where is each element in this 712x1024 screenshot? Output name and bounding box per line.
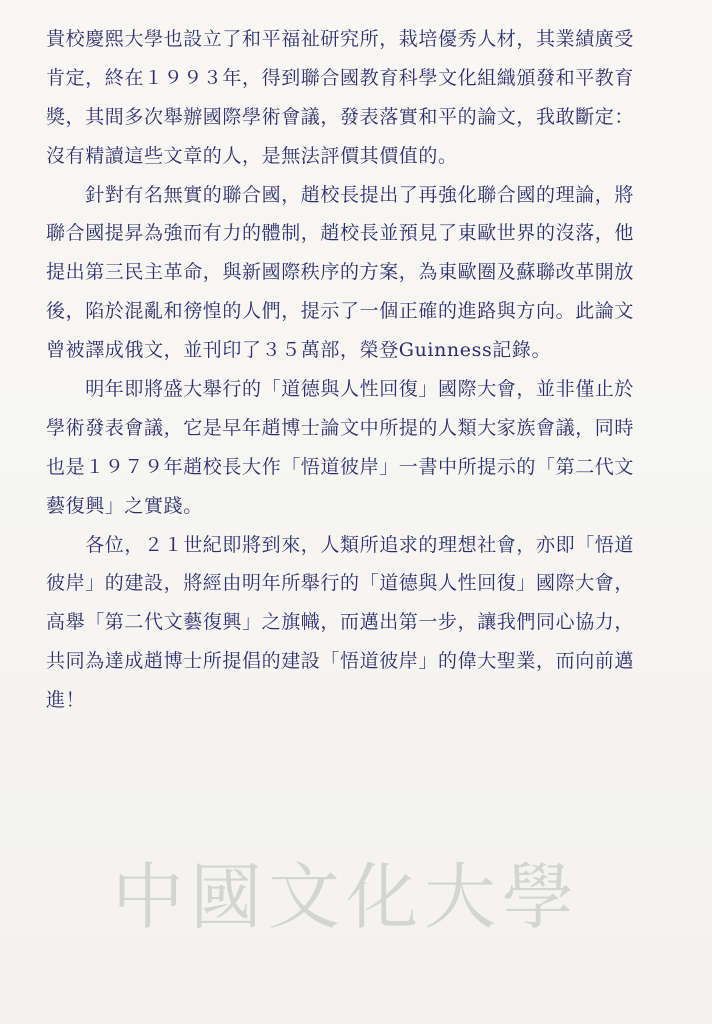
text-line-2: 肯定，終在１９９３年，得到聯合國教育科學文化組織頒發和平教育 — [46, 66, 635, 89]
text-line-13: 藝復興」之實踐。 — [46, 494, 203, 517]
text-line-11: 學術發表會議，它是早年趙博士論文中所提的人類大家族會議，同時 — [46, 416, 635, 439]
text-line-14: 各位，２１世紀即將到來，人類所追求的理想社會，亦即「悟道 — [46, 533, 635, 556]
text-line-10: 明年即將盛大舉行的「道德與人性回復」國際大會，並非僅止於 — [46, 378, 635, 401]
body-text — [46, 20, 676, 720]
text-line-1: 貴校慶熙大學也設立了和平福祉研究所，栽培優秀人材，其業績廣受 — [46, 28, 635, 50]
text-line-8: 後，陷於混亂和徬惶的人們，提示了一個正確的進路與方向。此論文 — [46, 300, 635, 323]
text-line-12: 也是１９７９年趙校長大作「悟道彼岸」一書中所提示的「第二代文 — [46, 455, 635, 478]
text-line-3: 獎，其間多次舉辦國際學術會議，發表落實和平的論文，我敢斷定： — [46, 105, 635, 128]
text-line-5: 針對有名無實的聯合國，趙校長提出了再強化聯合國的理論，將 — [46, 183, 635, 206]
text-line-7: 提出第三民主革命，與新國際秩序的方案，為東歐圈及蘇聯改革開放 — [46, 261, 635, 284]
text-line-6: 聯合國提昇為強而有力的體制，趙校長並預見了東歐世界的沒落，他 — [46, 222, 635, 245]
text-line-4: 沒有精讀這些文章的人，是無法評價其價值的。 — [46, 144, 458, 167]
text-line-9: 曾被譯成俄文，並刊印了３５萬部，榮登Guinness記錄。 — [46, 339, 552, 362]
text-line-18: 進！ — [46, 689, 86, 712]
text-line-16: 高舉「第二代文藝復興」之旗幟，而邁出第一步，讓我們同心協力， — [46, 611, 635, 634]
text-line-15: 彼岸」的建設，將經由明年所舉行的「道德與人性回復」國際大會， — [46, 572, 635, 595]
university-watermark: 中國文化大學 — [112, 855, 581, 939]
text-line-17: 共同為達成趙博士所提倡的建設「悟道彼岸」的偉大聖業，而向前邁 — [46, 650, 635, 673]
